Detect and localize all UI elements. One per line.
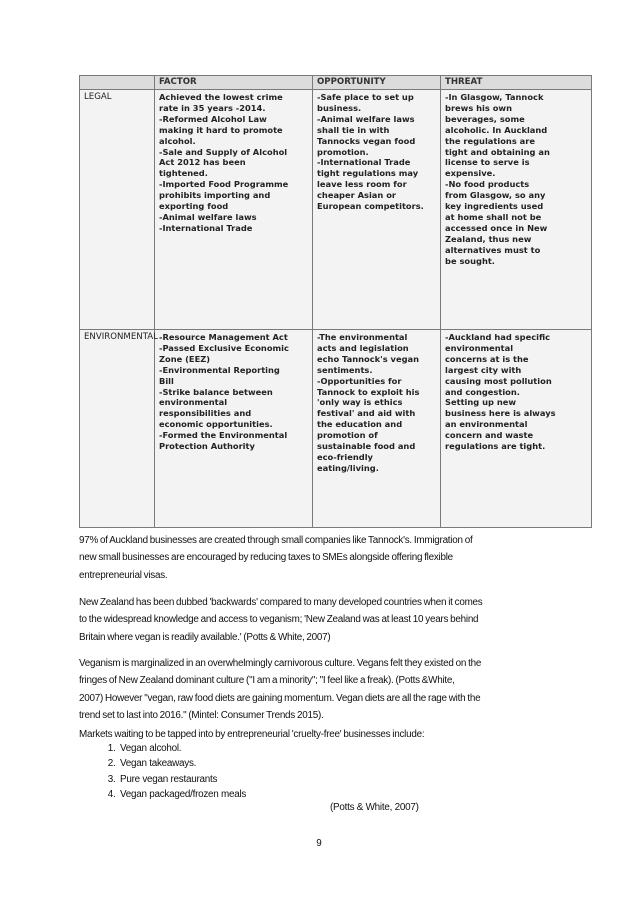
cell-line: causing most pollution [445, 375, 552, 386]
cell-line: be sought. [445, 255, 495, 266]
cell-line: -Animal welfare laws [159, 211, 257, 222]
text-line: New Zealand has been dubbed 'backwards' compared to many developed countries when it comes [79, 597, 483, 608]
cell-line: sustainable food and [317, 441, 416, 452]
cell-line: sentiments. [317, 364, 373, 375]
cell-line: Tannock to exploit his [317, 386, 420, 397]
environmental-threat-cell [441, 330, 592, 528]
cell-line: -Safe place to set up [317, 92, 414, 102]
cell-line: -Opportunities for [317, 375, 402, 386]
cell-line: -Sale and Supply of Alcohol [159, 146, 288, 157]
cell-line: brews his own [445, 102, 512, 113]
list-item: 4. Vegan packaged/frozen meals [118, 787, 246, 802]
cell-line: environmental [159, 397, 228, 408]
cell-line: 'only way is ethics [317, 397, 403, 408]
cell-line: expensive. [445, 168, 496, 179]
cell-line: largest city with [445, 364, 522, 375]
list-item: 3. Pure vegan restaurants [118, 772, 246, 787]
cell-line: license to serve is [445, 157, 530, 168]
cell-line: -Imported Food Programme [159, 179, 289, 190]
table-row-legal [80, 90, 592, 330]
cell-line: tightened. [159, 168, 208, 179]
cell-line: at home shall not be [445, 211, 542, 222]
cell-line: Zone (EEZ) [159, 353, 211, 364]
text-line: Britain where vegan is readily available.' (Potts & White, 2007) [79, 631, 331, 643]
header-blank [80, 76, 155, 90]
cell-line: key ingredients used [445, 201, 544, 212]
cell-line: business here is always [445, 408, 556, 419]
cell-line: responsibilities and [159, 408, 252, 419]
cell-line: -Strike balance between [159, 386, 273, 397]
cell-line: echo Tannock's vegan [317, 353, 420, 364]
cell-line: Setting up new [445, 397, 517, 408]
cell-line: acts and legislation [317, 342, 409, 353]
cell-line: alternatives must to [445, 244, 541, 255]
cell-line: festival' and aid with [317, 408, 416, 419]
cell-line: -Resource Management Act [159, 332, 288, 342]
cell-line: alcoholic. In Auckland [445, 124, 548, 135]
paragraph-new-zealand-backwards [79, 594, 549, 646]
cell-line: -Animal welfare laws [317, 113, 415, 124]
text-line: 97% of Auckland businesses are created through small companies like Tannock's. Immigration of [79, 535, 473, 546]
header-threat: THREAT [441, 76, 592, 90]
cell-line: -Reformed Alcohol Law [159, 113, 267, 124]
category-legal: LEGAL [80, 90, 155, 330]
cell-line: -Environmental Reporting [159, 364, 280, 375]
text-line: Markets waiting to be tapped into by entrepreneurial 'cruelty-free' businesses include: [79, 729, 425, 740]
header-factor: FACTOR [155, 76, 313, 90]
list-item: 2. Vegan takeaways. [118, 756, 246, 771]
text-line: new small businesses are encouraged by reducing taxes to SMEs alongside offering flexible [79, 552, 453, 564]
pest-analysis-table-image [79, 75, 591, 525]
text-line: entrepreneurial visas. [79, 569, 168, 581]
cell-line: Act 2012 has been [159, 157, 246, 168]
header-opportunity: OPPORTUNITY [313, 76, 441, 90]
cell-line: accessed once in New [445, 222, 548, 233]
text-line: 2007) However "vegan, raw food diets are gaining momentum. Vegan diets are all the rage with the [79, 692, 481, 704]
cell-line: making it hard to promote [159, 124, 283, 135]
markets-list [100, 741, 246, 802]
cell-line: -Passed Exclusive Economic [159, 342, 289, 353]
legal-factor-cell [155, 90, 313, 330]
cell-line: -The environmental [317, 332, 408, 342]
cell-line: Tannocks vegan food [317, 135, 416, 146]
cell-line: European competitors. [317, 201, 424, 212]
cell-line: -International Trade [159, 222, 253, 233]
citation: (Potts & White, 2007) [330, 802, 419, 813]
table-header-row [80, 76, 592, 90]
cell-line: concerns at is the [445, 353, 529, 364]
pest-table [79, 75, 592, 528]
legal-threat-cell [441, 90, 592, 330]
cell-line: tight and obtaining an [445, 146, 550, 157]
cell-line: Achieved the lowest crime [159, 92, 283, 102]
cell-line: shall tie in with [317, 124, 390, 135]
cell-line: eco-friendly [317, 451, 373, 462]
cell-line: Protection Authority [159, 441, 255, 452]
cell-line: the education and [317, 419, 403, 430]
cell-line: regulations are tight. [445, 441, 546, 452]
cell-line: -International Trade [317, 157, 411, 168]
cell-line: rate in 35 years -2014. [159, 102, 266, 113]
cell-line: -No food products [445, 179, 530, 190]
text-line: to the widespread knowledge and access to veganism; 'New Zealand was at least 10 years behind [79, 614, 479, 626]
cell-line: cheaper Asian or [317, 190, 396, 201]
cell-line: -Auckland had specific [445, 332, 551, 342]
cell-line: business. [317, 102, 362, 113]
cell-line: from Glasgow, so any [445, 190, 546, 201]
text-line: trend set to last into 2016." (Mintel: Consumer Trends 2015). [79, 710, 324, 722]
cell-line: prohibits importing and [159, 190, 271, 201]
cell-line: -Formed the Environmental [159, 430, 288, 441]
text-line: fringes of New Zealand dominant culture ("I am a minority"; "I feel like a freak). (Potts &White, [79, 675, 455, 687]
cell-line: beverages, some [445, 113, 525, 124]
cell-line: and congestion. [445, 386, 520, 397]
cell-line: the regulations are [445, 135, 535, 146]
cell-line: concern and waste [445, 430, 534, 441]
environmental-opportunity-cell [313, 330, 441, 528]
list-item: 1. Vegan alcohol. [118, 741, 246, 756]
page-number: 9 [316, 838, 322, 849]
cell-line: exporting food [159, 201, 229, 212]
cell-line: environmental [445, 342, 514, 353]
cell-line: promotion. [317, 146, 369, 157]
cell-line: promotion of [317, 430, 378, 441]
paragraph-veganism-marginalized [79, 655, 549, 725]
table-row-environmental [80, 330, 592, 528]
paragraph-auckland-businesses [79, 532, 549, 584]
cell-line: Bill [159, 375, 174, 386]
cell-line: tight regulations may [317, 168, 419, 179]
category-environmental: ENVIRONMENTAL [80, 330, 155, 528]
cell-line: alcohol. [159, 135, 196, 146]
cell-line: an environmental [445, 419, 528, 430]
legal-opportunity-cell [313, 90, 441, 330]
cell-line: -In Glasgow, Tannock [445, 92, 544, 102]
environmental-factor-cell [155, 330, 313, 528]
cell-line: eating/living. [317, 462, 379, 473]
text-line: Veganism is marginalized in an overwhelmingly carnivorous culture. Vegans felt they existed on the [79, 658, 482, 669]
cell-line: economic opportunities. [159, 419, 273, 430]
cell-line: leave less room for [317, 179, 407, 190]
cell-line: Zealand, thus new [445, 233, 532, 244]
